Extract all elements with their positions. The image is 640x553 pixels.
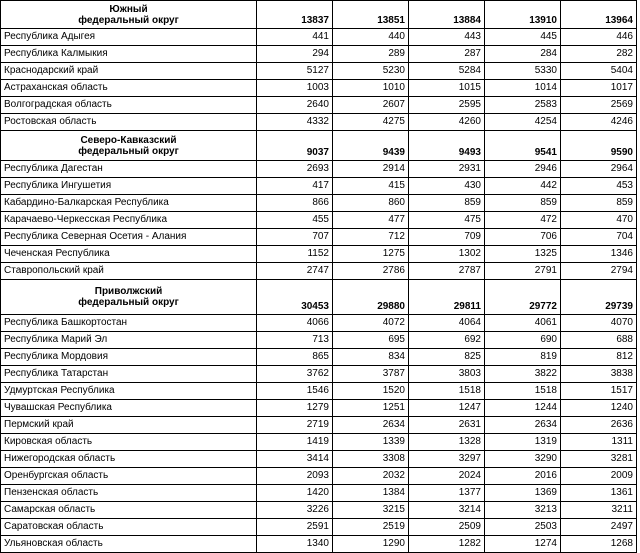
value-cell: 2607 <box>333 97 409 114</box>
value-cell: 3281 <box>561 451 637 468</box>
value-cell: 2631 <box>409 417 485 434</box>
table-row <box>1 332 637 349</box>
value-cell: 1290 <box>333 536 409 553</box>
region-name-cell: Республика Калмыкия <box>1 46 257 63</box>
value-cell: 1546 <box>257 383 333 400</box>
value-cell: 30453 <box>257 280 333 315</box>
value-cell: 453 <box>561 178 637 195</box>
region-name-cell: Краснодарский край <box>1 63 257 80</box>
district-row <box>1 280 637 315</box>
value-cell: 1420 <box>257 485 333 502</box>
value-cell: 5330 <box>485 63 561 80</box>
value-cell: 1361 <box>561 485 637 502</box>
value-cell: 3290 <box>485 451 561 468</box>
value-cell: 2016 <box>485 468 561 485</box>
value-cell: 2946 <box>485 161 561 178</box>
value-cell: 441 <box>257 29 333 46</box>
table-row <box>1 536 637 553</box>
region-name-cell: Ставропольский край <box>1 263 257 280</box>
value-cell: 29739 <box>561 280 637 315</box>
value-cell: 472 <box>485 212 561 229</box>
region-name-cell: Удмуртская Республика <box>1 383 257 400</box>
region-name-cell: Республика Мордовия <box>1 349 257 366</box>
table-row <box>1 451 637 468</box>
value-cell: 2719 <box>257 417 333 434</box>
value-cell: 2794 <box>561 263 637 280</box>
value-cell: 1384 <box>333 485 409 502</box>
value-cell: 3213 <box>485 502 561 519</box>
district-name-line1: Приволжский <box>94 286 163 297</box>
value-cell: 1518 <box>409 383 485 400</box>
value-cell: 2636 <box>561 417 637 434</box>
value-cell: 4332 <box>257 114 333 131</box>
value-cell: 859 <box>485 195 561 212</box>
value-cell: 417 <box>257 178 333 195</box>
value-cell: 5230 <box>333 63 409 80</box>
value-cell: 690 <box>485 332 561 349</box>
value-cell: 4246 <box>561 114 637 131</box>
value-cell: 29880 <box>333 280 409 315</box>
value-cell: 443 <box>409 29 485 46</box>
district-name-line2: федеральный округ <box>78 145 179 157</box>
value-cell: 2964 <box>561 161 637 178</box>
value-cell: 13964 <box>561 1 637 29</box>
value-cell: 455 <box>257 212 333 229</box>
value-cell: 1311 <box>561 434 637 451</box>
value-cell: 1346 <box>561 246 637 263</box>
region-name-cell: Ульяновская область <box>1 536 257 553</box>
value-cell: 5284 <box>409 63 485 80</box>
value-cell: 2519 <box>333 519 409 536</box>
region-name-cell: Нижегородская область <box>1 451 257 468</box>
value-cell: 4072 <box>333 315 409 332</box>
value-cell: 695 <box>333 332 409 349</box>
table-row <box>1 46 637 63</box>
region-name-cell: Пермский край <box>1 417 257 434</box>
value-cell: 2747 <box>257 263 333 280</box>
value-cell: 2509 <box>409 519 485 536</box>
value-cell: 3414 <box>257 451 333 468</box>
region-name-cell: Чеченская Республика <box>1 246 257 263</box>
district-name-cell <box>1 1 257 29</box>
value-cell: 2583 <box>485 97 561 114</box>
value-cell: 445 <box>485 29 561 46</box>
value-cell: 812 <box>561 349 637 366</box>
value-cell: 707 <box>257 229 333 246</box>
value-cell: 1325 <box>485 246 561 263</box>
value-cell: 442 <box>485 178 561 195</box>
value-cell: 688 <box>561 332 637 349</box>
value-cell: 866 <box>257 195 333 212</box>
table-row <box>1 178 637 195</box>
value-cell: 3838 <box>561 366 637 383</box>
table-row <box>1 349 637 366</box>
value-cell: 834 <box>333 349 409 366</box>
table-row <box>1 97 637 114</box>
value-cell: 430 <box>409 178 485 195</box>
value-cell: 287 <box>409 46 485 63</box>
region-name-cell: Республика Татарстан <box>1 366 257 383</box>
value-cell: 1240 <box>561 400 637 417</box>
value-cell: 825 <box>409 349 485 366</box>
value-cell: 1014 <box>485 80 561 97</box>
value-cell: 1520 <box>333 383 409 400</box>
region-name-cell: Карачаево-Черкесская Республика <box>1 212 257 229</box>
value-cell: 3762 <box>257 366 333 383</box>
value-cell: 1279 <box>257 400 333 417</box>
value-cell: 713 <box>257 332 333 349</box>
table-row <box>1 502 637 519</box>
region-name-cell: Республика Адыгея <box>1 29 257 46</box>
region-name-cell: Республика Марий Эл <box>1 332 257 349</box>
district-name-line1: Южный <box>109 3 148 15</box>
value-cell: 2497 <box>561 519 637 536</box>
value-cell: 4070 <box>561 315 637 332</box>
value-cell: 2787 <box>409 263 485 280</box>
value-cell: 13884 <box>409 1 485 29</box>
value-cell: 1244 <box>485 400 561 417</box>
table-row <box>1 400 637 417</box>
value-cell: 1152 <box>257 246 333 263</box>
value-cell: 9439 <box>333 131 409 161</box>
value-cell: 2503 <box>485 519 561 536</box>
value-cell: 3787 <box>333 366 409 383</box>
value-cell: 706 <box>485 229 561 246</box>
region-name-cell: Самарская область <box>1 502 257 519</box>
value-cell: 2569 <box>561 97 637 114</box>
value-cell: 5127 <box>257 63 333 80</box>
table-row <box>1 434 637 451</box>
value-cell: 2634 <box>485 417 561 434</box>
table-row <box>1 383 637 400</box>
value-cell: 9590 <box>561 131 637 161</box>
value-cell: 2009 <box>561 468 637 485</box>
table-row <box>1 519 637 536</box>
value-cell: 284 <box>485 46 561 63</box>
value-cell: 2914 <box>333 161 409 178</box>
value-cell: 3822 <box>485 366 561 383</box>
value-cell: 1247 <box>409 400 485 417</box>
value-cell: 1010 <box>333 80 409 97</box>
value-cell: 2093 <box>257 468 333 485</box>
value-cell: 1274 <box>485 536 561 553</box>
value-cell: 13851 <box>333 1 409 29</box>
value-cell: 1251 <box>333 400 409 417</box>
value-cell: 1419 <box>257 434 333 451</box>
value-cell: 5404 <box>561 63 637 80</box>
value-cell: 1377 <box>409 485 485 502</box>
value-cell: 3215 <box>333 502 409 519</box>
region-name-cell: Астраханская область <box>1 80 257 97</box>
value-cell: 865 <box>257 349 333 366</box>
value-cell: 4254 <box>485 114 561 131</box>
table-row <box>1 195 637 212</box>
value-cell: 1319 <box>485 434 561 451</box>
value-cell: 704 <box>561 229 637 246</box>
value-cell: 1282 <box>409 536 485 553</box>
district-name-line2: федеральный округ <box>78 297 179 308</box>
value-cell: 440 <box>333 29 409 46</box>
value-cell: 1275 <box>333 246 409 263</box>
value-cell: 2786 <box>333 263 409 280</box>
value-cell: 4061 <box>485 315 561 332</box>
value-cell: 475 <box>409 212 485 229</box>
table-row <box>1 212 637 229</box>
table-row <box>1 468 637 485</box>
value-cell: 1340 <box>257 536 333 553</box>
value-cell: 3214 <box>409 502 485 519</box>
table-row <box>1 246 637 263</box>
region-name-cell: Волгоградская область <box>1 97 257 114</box>
value-cell: 2024 <box>409 468 485 485</box>
table-body <box>1 1 637 553</box>
region-name-cell: Оренбургская область <box>1 468 257 485</box>
table-row <box>1 161 637 178</box>
value-cell: 9493 <box>409 131 485 161</box>
region-name-cell: Саратовская область <box>1 519 257 536</box>
value-cell: 1369 <box>485 485 561 502</box>
table-row <box>1 229 637 246</box>
value-cell: 712 <box>333 229 409 246</box>
value-cell: 1017 <box>561 80 637 97</box>
region-name-cell: Республика Северная Осетия - Алания <box>1 229 257 246</box>
value-cell: 709 <box>409 229 485 246</box>
value-cell: 1015 <box>409 80 485 97</box>
region-name-cell: Республика Ингушетия <box>1 178 257 195</box>
value-cell: 859 <box>561 195 637 212</box>
value-cell: 2693 <box>257 161 333 178</box>
value-cell: 289 <box>333 46 409 63</box>
value-cell: 4064 <box>409 315 485 332</box>
value-cell: 3211 <box>561 502 637 519</box>
value-cell: 1517 <box>561 383 637 400</box>
table-row <box>1 417 637 434</box>
value-cell: 477 <box>333 212 409 229</box>
region-name-cell: Ростовская область <box>1 114 257 131</box>
value-cell: 3803 <box>409 366 485 383</box>
district-row <box>1 131 637 161</box>
value-cell: 819 <box>485 349 561 366</box>
value-cell: 446 <box>561 29 637 46</box>
table-row <box>1 63 637 80</box>
value-cell: 692 <box>409 332 485 349</box>
table-row <box>1 114 637 131</box>
district-name-cell <box>1 280 257 315</box>
value-cell: 13910 <box>485 1 561 29</box>
value-cell: 1339 <box>333 434 409 451</box>
value-cell: 29811 <box>409 280 485 315</box>
value-cell: 3226 <box>257 502 333 519</box>
table-row <box>1 29 637 46</box>
district-name-line1: Северо-Кавказский <box>80 134 177 146</box>
table-row <box>1 366 637 383</box>
district-name-line2: федеральный округ <box>78 14 179 26</box>
region-name-cell: Республика Башкортостан <box>1 315 257 332</box>
table-row <box>1 80 637 97</box>
value-cell: 2640 <box>257 97 333 114</box>
value-cell: 1328 <box>409 434 485 451</box>
value-cell: 3297 <box>409 451 485 468</box>
value-cell: 2931 <box>409 161 485 178</box>
value-cell: 1518 <box>485 383 561 400</box>
table-row <box>1 315 637 332</box>
region-name-cell: Кабардино-Балкарская Республика <box>1 195 257 212</box>
value-cell: 13837 <box>257 1 333 29</box>
value-cell: 415 <box>333 178 409 195</box>
value-cell: 1003 <box>257 80 333 97</box>
value-cell: 3308 <box>333 451 409 468</box>
region-name-cell: Республика Дагестан <box>1 161 257 178</box>
region-name-cell: Чувашская Республика <box>1 400 257 417</box>
district-name-cell <box>1 131 257 161</box>
value-cell: 2591 <box>257 519 333 536</box>
value-cell: 294 <box>257 46 333 63</box>
value-cell: 2634 <box>333 417 409 434</box>
region-name-cell: Кировская область <box>1 434 257 451</box>
value-cell: 9037 <box>257 131 333 161</box>
value-cell: 859 <box>409 195 485 212</box>
value-cell: 1302 <box>409 246 485 263</box>
value-cell: 2791 <box>485 263 561 280</box>
value-cell: 4275 <box>333 114 409 131</box>
value-cell: 470 <box>561 212 637 229</box>
value-cell: 860 <box>333 195 409 212</box>
value-cell: 29772 <box>485 280 561 315</box>
value-cell: 2595 <box>409 97 485 114</box>
table-row <box>1 263 637 280</box>
value-cell: 1268 <box>561 536 637 553</box>
value-cell: 4260 <box>409 114 485 131</box>
region-name-cell: Пензенская область <box>1 485 257 502</box>
value-cell: 4066 <box>257 315 333 332</box>
value-cell: 2032 <box>333 468 409 485</box>
value-cell: 9541 <box>485 131 561 161</box>
value-cell: 282 <box>561 46 637 63</box>
district-row <box>1 1 637 29</box>
